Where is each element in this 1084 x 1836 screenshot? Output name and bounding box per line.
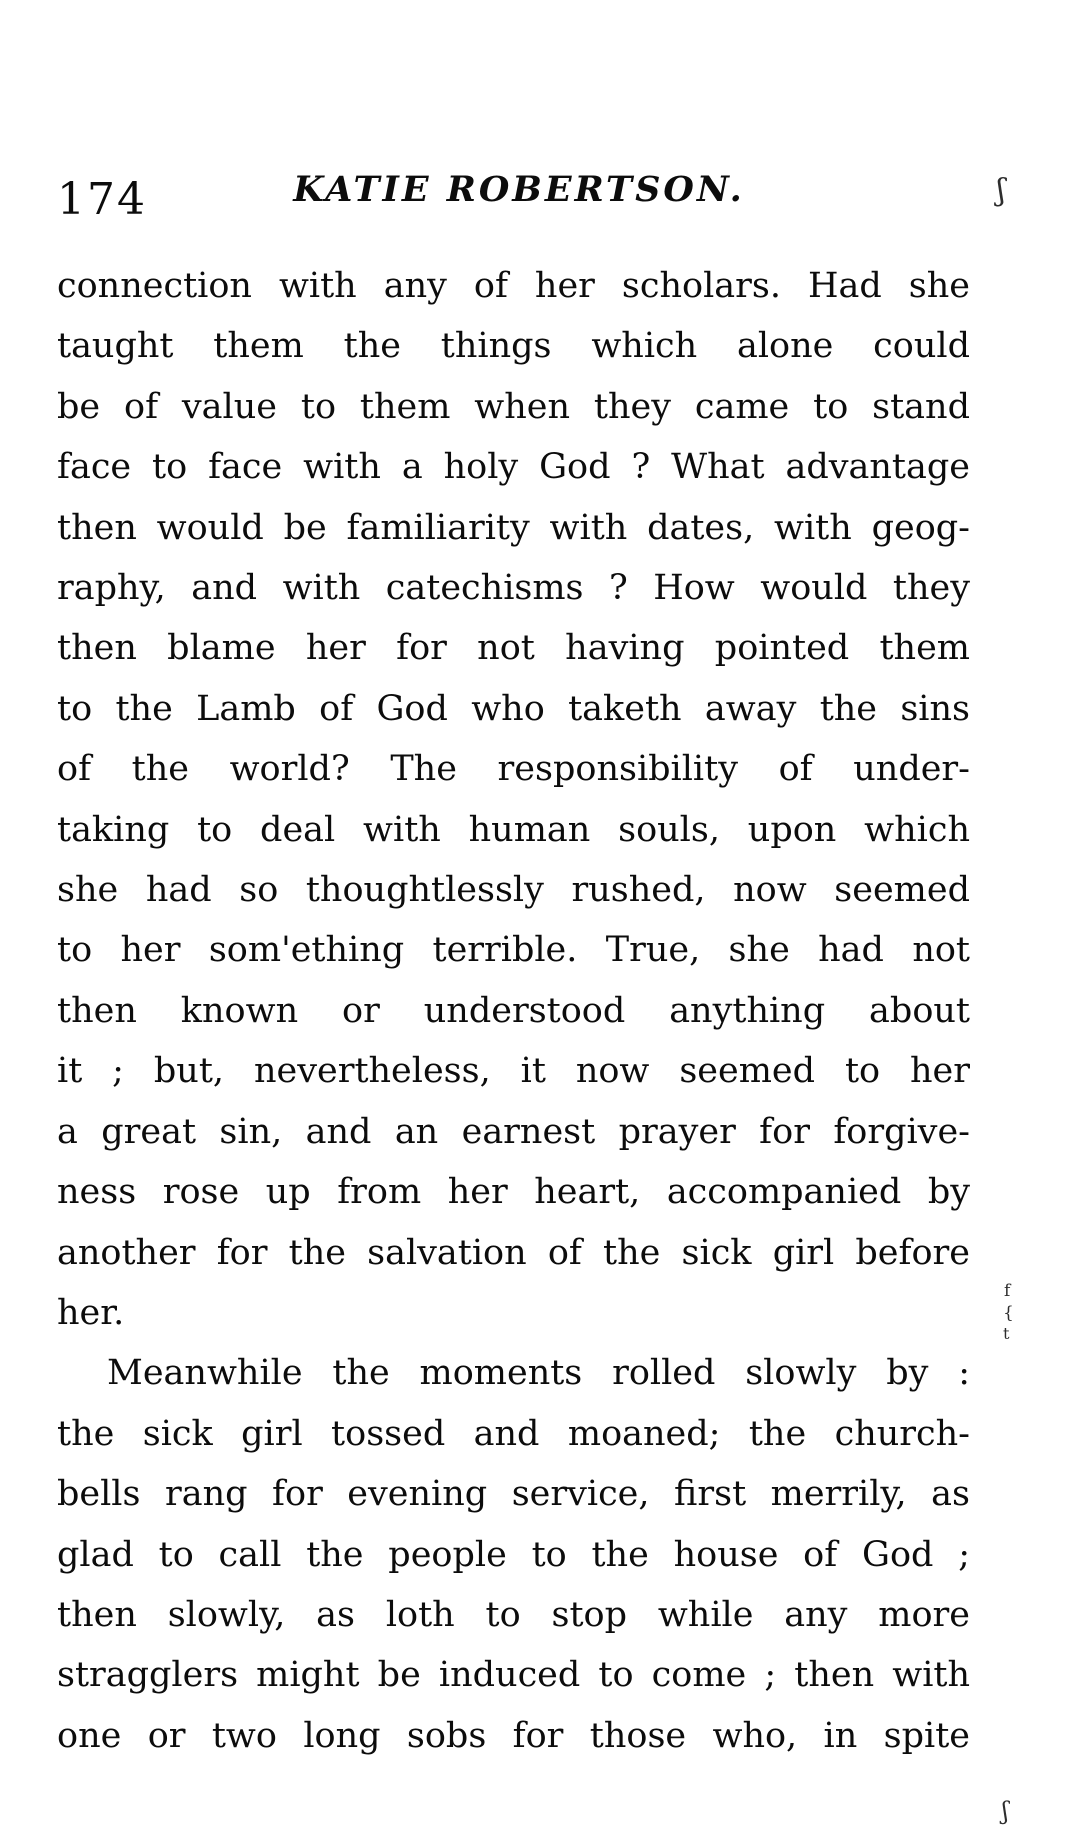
text-line: then slowly, as loth to stop while any more	[57, 1594, 970, 1635]
text-line: raphy, and with catechisms ? How would they	[57, 568, 970, 609]
text-line: stragglers might be induced to come ; then with	[57, 1655, 970, 1696]
text-line: one or two long sobs for those who, in spite	[57, 1715, 970, 1756]
text-line: then blame her for not having pointed them	[57, 628, 970, 669]
margin-ink-mark: ʃ	[1002, 1797, 1009, 1825]
text-line: another for the salvation of the sick girl before	[57, 1232, 970, 1273]
running-header-title: KATIE ROBERTSON.	[293, 169, 745, 210]
text-line: glad to call the people to the house of God ;	[57, 1534, 970, 1575]
text-line: bells rang for evening service, first merrily, as	[57, 1474, 970, 1515]
text-line: of the world? The responsibility of under-	[57, 749, 970, 790]
text-line: a great sin, and an earnest prayer for forgive-	[57, 1111, 970, 1152]
text-line: be of value to them when they came to stand	[57, 386, 970, 427]
margin-ink-mark: ʃ	[997, 173, 1006, 208]
text-line: Meanwhile the moments rolled slowly by :	[107, 1353, 970, 1394]
text-line: ness rose up from her heart, accompanied by	[57, 1172, 970, 1213]
text-line: to the Lamb of God who taketh away the sins	[57, 688, 970, 729]
text-line: the sick girl tossed and moaned; the church-	[57, 1413, 970, 1454]
text-line: taking to deal with human souls, upon which	[57, 809, 970, 850]
text-line: it ; but, nevertheless, it now seemed to her	[57, 1051, 970, 1092]
page-number: 174	[57, 174, 147, 225]
margin-ink-mark: t	[1003, 1324, 1010, 1343]
text-line: taught them the things which alone could	[57, 326, 970, 367]
margin-ink-mark: f	[1004, 1281, 1011, 1301]
text-line: to her som'ething terrible. True, she had not	[57, 930, 970, 971]
text-line: her.	[57, 1292, 125, 1333]
text-line: then would be familiarity with dates, with geog-	[57, 507, 970, 548]
body-text-block	[57, 256, 970, 1766]
text-line: connection with any of her scholars. Had she	[57, 266, 970, 306]
text-line: she had so thoughtlessly rushed, now seemed	[57, 870, 970, 911]
text-line: then known or understood anything about	[57, 990, 970, 1031]
margin-ink-mark: {	[1003, 1303, 1014, 1323]
text-line: face to face with a holy God ? What advantage	[57, 447, 970, 488]
